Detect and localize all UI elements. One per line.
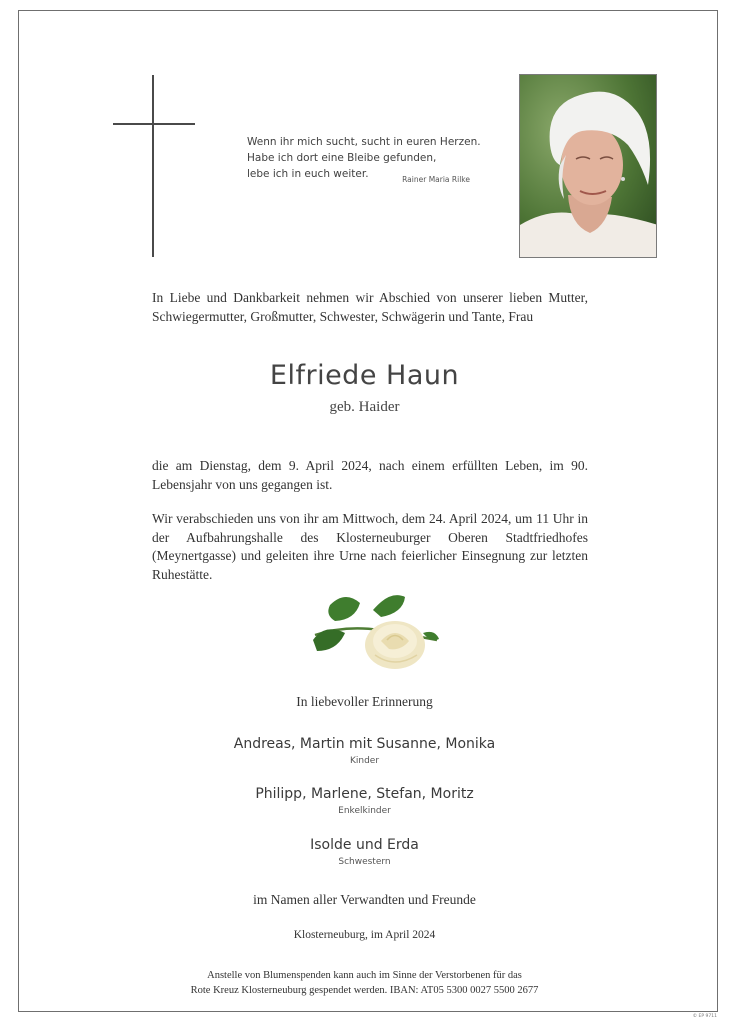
donation-line: Rote Kreuz Klosterneuburg gespendet werden. IBAN: AT05 5300 0027 5500 2677 <box>190 985 539 996</box>
family-role-children: Kinder <box>349 756 380 766</box>
quote-line: lebe ich in euch weiter. <box>247 168 369 180</box>
donation-note <box>0 968 729 998</box>
quote-line: Wenn ihr mich sucht, sucht in euren Herzen. <box>247 136 481 148</box>
death-text: die am Dienstag, dem 9. April 2024, nach einem erfüllten Leben, im 90. Lebensjahr von uns gegangen ist. <box>152 458 588 492</box>
birth-name: geb. Haider <box>329 399 400 415</box>
place-date: Klosterneuburg, im April 2024 <box>293 929 436 941</box>
relatives-line: im Namen aller Verwandten und Freunde <box>253 892 476 907</box>
print-code: © EP 9711 <box>692 1014 717 1019</box>
family-names-grandchildren: Philipp, Marlene, Stefan, Moritz <box>255 786 474 802</box>
family-role-grandchildren: Enkelkinder <box>338 806 391 816</box>
family-role-sisters: Schwestern <box>338 857 391 867</box>
deceased-name: Elfriede Haun <box>269 360 460 391</box>
donation-line: Anstelle von Blumenspenden kann auch im Sinne der Verstorbenen für das <box>207 970 522 981</box>
quote-line: Habe ich dort eine Bleibe gefunden, <box>247 152 437 164</box>
family-names-children: Andreas, Martin mit Susanne, Monika <box>233 736 496 752</box>
quote-author: Rainer Maria Rilke <box>402 175 470 184</box>
portrait-photo <box>519 74 657 258</box>
memory-line: In liebevoller Erinnerung <box>296 694 433 709</box>
family-names-sisters: Isolde und Erda <box>310 837 419 853</box>
rose-icon <box>305 585 445 675</box>
intro-text: In Liebe und Dankbarkeit nehmen wir Abschied von unserer lieben Mutter, Schwiegermutter, Großmutter, Schwester, Schwägerin und Tante, Frau <box>152 290 588 324</box>
ceremony-text: Wir verabschieden uns von ihr am Mittwoch, dem 24. April 2024, um 11 Uhr in der Aufbahrungshalle des Klosterneuburger Oberen Stadtfriedhofes (Meynertgasse) und geleiten ihre Urne nach feierlicher Einsegnung zur letzten Ruhestätte. <box>152 511 588 582</box>
